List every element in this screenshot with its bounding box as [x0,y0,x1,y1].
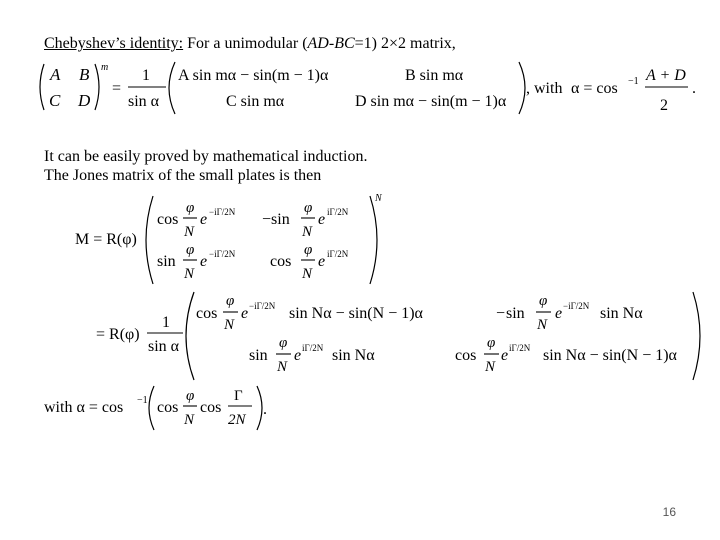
period: . [692,80,696,97]
alpha-cos-2: cos [200,399,222,416]
m11-N: N [184,224,195,240]
alpha-right-paren [257,386,262,430]
m21-N: N [184,266,195,282]
r22-cos: cos [455,347,477,364]
alpha-cos-1: cos [157,399,179,416]
r11-phi: φ [226,293,235,309]
r22-phi: φ [487,335,496,351]
fraction-denominator: 2 [660,97,668,114]
body-line-1: It can be easily proved by mathematical induction. [44,148,368,165]
big-right-paren [519,62,525,114]
heading-ad-bc: AD-BC [307,35,355,52]
r11-e: e [241,305,249,322]
entry-a22: D sin mα − sin(m − 1)α [355,93,507,110]
M-left-paren [146,196,153,284]
m21-phi: φ [186,242,195,258]
r12-sinNa: sin Nα [600,305,643,322]
m11-phi: φ [186,200,195,216]
r21-exp: iΓ/2N [302,343,324,353]
r22-sin-terms: sin Nα − sin(N − 1)α [543,347,677,364]
m12-neg-sin: −sin [262,211,290,228]
r11-sin-terms: sin Nα − sin(N − 1)α [289,305,423,322]
fraction-sin-alpha: sin α [128,93,160,110]
r12-exp: −iΓ/2N [563,301,590,311]
alpha-definition-line [44,386,267,430]
alpha-Gamma: Γ [234,388,243,404]
m12-e: e [318,211,326,228]
matrix-A: A [50,65,61,84]
m12-N: N [302,224,313,240]
M-right-paren [370,196,377,284]
with-label: , with [526,80,563,97]
result-right-paren [693,292,700,380]
alpha-2N: 2N [228,412,246,428]
r21-e: e [294,347,302,364]
heading-text-a: For a unimodular ( [183,35,308,52]
m22-exp: iΓ/2N [327,249,349,259]
r21-sinNa: sin Nα [332,347,375,364]
matrix-C: C [49,91,61,110]
r22-exp: iΓ/2N [509,343,531,353]
heading-title: Chebyshev’s identity: [44,35,184,52]
matrix-D: D [78,91,91,110]
r12-sin: sin [506,305,525,322]
jones-result-equation [96,292,700,380]
page-number: 16 [662,505,676,519]
big-left-paren [169,62,175,114]
chebyshev-equation [40,62,696,114]
r11-exp: −iΓ/2N [249,301,276,311]
heading-text-b: =1) 2×2 matrix, [354,35,456,52]
r12-N: N [537,317,548,333]
m12-exp: iΓ/2N [327,207,349,217]
result-fraction-sin-alpha: sin α [148,338,180,355]
m12-phi: φ [304,200,313,216]
M-power-N: N [375,193,382,204]
r22-N: N [485,359,496,375]
m21-exp: −iΓ/2N [209,249,236,259]
result-left-paren [186,292,194,380]
m22-phi: φ [304,242,313,258]
r12-e: e [555,305,563,322]
r12-phi: φ [539,293,548,309]
result-fraction-one: 1 [162,314,170,331]
entry-a21: C sin mα [226,93,285,110]
entry-a12: B sin mα [405,67,464,84]
fraction-numerator: A + D [646,67,686,84]
m11-cos: cos [157,211,179,228]
r12-neg: − [496,305,506,322]
with-alpha: with α = cos [44,399,124,416]
equals-sign: = [112,80,122,97]
r21-sin: sin [249,347,268,364]
alpha-N: N [184,412,195,428]
r11-N: N [224,317,235,333]
alpha-phi: φ [186,388,195,404]
matrix-B: B [79,65,90,84]
body-line-2: The Jones matrix of the small plates is then [44,167,322,184]
r22-e: e [501,347,509,364]
fraction-one: 1 [142,67,150,84]
left-paren [40,64,44,110]
m21-sin: sin [157,253,176,270]
entry-a11: A sin mα − sin(m − 1)α [178,67,329,84]
inverse-exponent: −1 [628,76,639,87]
r21-phi: φ [279,335,288,351]
m22-N: N [302,266,313,282]
m22-e: e [318,253,326,270]
m11-exp: −iΓ/2N [209,207,236,217]
power-m: m [101,62,109,73]
m22-cos: cos [270,253,292,270]
M-equals-R-phi: M = R(φ) [75,231,137,248]
jones-matrix-equation [75,193,383,284]
equals-R-phi: = R(φ) [96,326,140,343]
r21-N: N [277,359,288,375]
m11-e: e [200,211,208,228]
right-paren [95,64,99,110]
m21-e: e [200,253,208,270]
alpha-definition: α = cos [571,80,618,97]
alpha-period: . [263,401,267,418]
alpha-left-paren [149,386,154,430]
r11-cos: cos [196,305,218,322]
inverse-exp: −1 [137,395,148,406]
